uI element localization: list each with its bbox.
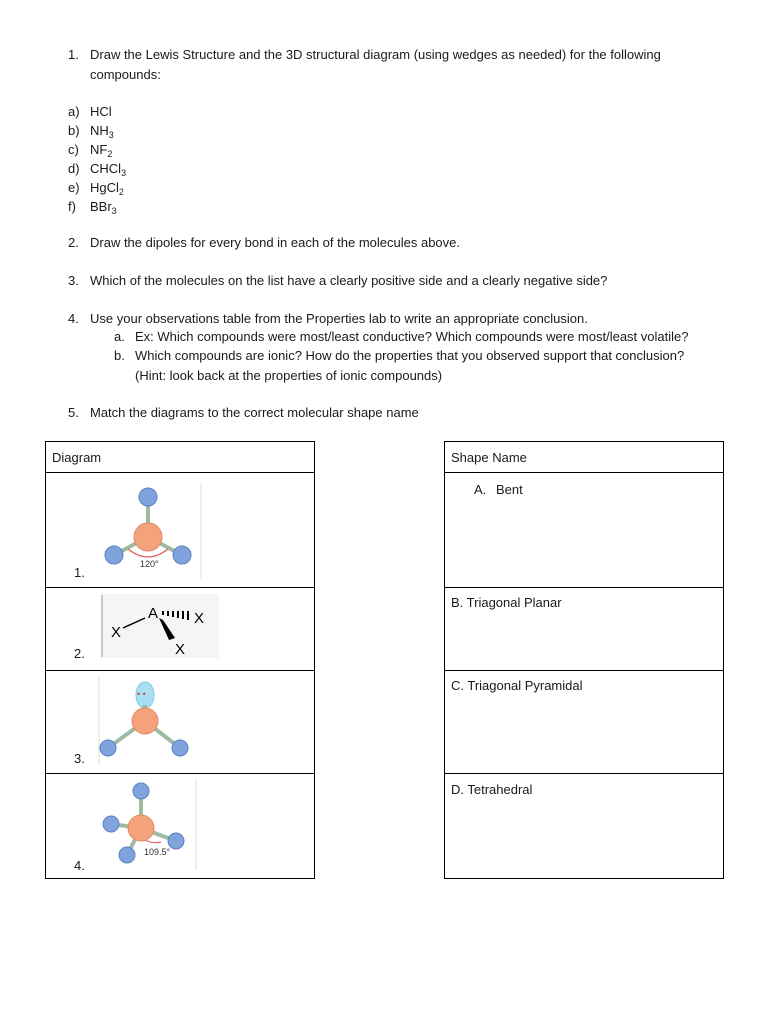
atom-x: X [194, 610, 205, 627]
diagram-label: 4. [74, 858, 85, 873]
diagram-label: 1. [74, 565, 85, 580]
q4-sub-b-text: Which compounds are ionic? How do the properties that you observed support that conclusion? [135, 348, 685, 363]
shape-name: D. Tetrahedral [451, 782, 533, 797]
bond-angle-label: 109.5° [144, 847, 171, 857]
compound-letter: a) [68, 104, 80, 119]
tetrahedral-diagram [101, 778, 231, 878]
diagram-label: 3. [74, 751, 85, 766]
trigonal-pyramidal-diagram [96, 675, 206, 771]
shape-letter: A. [474, 482, 487, 497]
shape-name-table [444, 441, 724, 879]
shape-header-cell [445, 442, 723, 473]
q5-text: Match the diagrams to the correct molecular shape name [90, 405, 419, 420]
q4-number: 4. [68, 311, 79, 326]
compound-formula: $NF_2$ [90, 142, 113, 159]
shape-header: Shape Name [451, 450, 527, 465]
q4-text: Use your observations table from the Properties lab to write an appropriate conclusion. [90, 311, 588, 326]
q5-number: 5. [68, 405, 79, 420]
compound-formula: $NH_3$ [90, 123, 114, 140]
q1-text-line1: Draw the Lewis Structure and the 3D structural diagram (using wedges as needed) for the following [90, 47, 661, 62]
compound-letter: c) [68, 142, 79, 157]
compound-letter: f) [68, 199, 76, 214]
diagram-label: 2. [74, 646, 85, 661]
bond-angle-label: 120° [140, 559, 159, 569]
atom-x: X [111, 624, 122, 641]
compound-formula: CHCl$_3$ [90, 161, 127, 178]
atom-a: A [148, 605, 159, 622]
compound-formula: BBr$_3$ [90, 199, 117, 216]
compound-letter: d) [68, 161, 80, 176]
diagram-row-3 [46, 671, 314, 774]
q3-number: 3. [68, 273, 79, 288]
shape-name: Bent [496, 482, 523, 497]
lone-pair-dots: • • [137, 689, 146, 699]
wedge-diagram [101, 594, 221, 660]
diagram-row-2 [46, 588, 314, 671]
q2-text: Draw the dipoles for every bond in each of the molecules above. [90, 235, 460, 250]
diagram-row-1 [46, 473, 314, 588]
shape-name: B. Triagonal Planar [451, 595, 562, 610]
q4-sub-b-letter: b. [114, 348, 125, 363]
compound-formula: HCl [90, 104, 112, 119]
q4-sub-a-text: Ex: Which compounds were most/least conductive? Which compounds were most/least volatile? [135, 329, 689, 344]
diagram-table [45, 441, 315, 879]
atom-x: X [175, 641, 186, 658]
compound-letter: e) [68, 180, 80, 195]
trigonal-planar-diagram [96, 481, 226, 581]
diagram-header-cell [46, 442, 314, 473]
diagram-row-4 [46, 774, 314, 880]
q1-number: 1. [68, 47, 79, 62]
shape-name: C. Triagonal Pyramidal [451, 678, 583, 693]
q4-hint: (Hint: look back at the properties of ionic compounds) [135, 368, 443, 383]
shape-row-b [445, 588, 723, 671]
compound-letter: b) [68, 123, 80, 138]
q2-number: 2. [68, 235, 79, 250]
shape-row-d [445, 774, 723, 880]
compound-formula: HgCl$_2$ [90, 180, 124, 197]
shape-row-c [445, 671, 723, 774]
shape-row-a [445, 473, 723, 588]
q3-text: Which of the molecules on the list have a clearly positive side and a clearly negative side? [90, 273, 608, 288]
q4-sub-a-letter: a. [114, 329, 125, 344]
q1-text-line2: compounds: [90, 67, 161, 82]
diagram-header: Diagram [52, 450, 102, 465]
